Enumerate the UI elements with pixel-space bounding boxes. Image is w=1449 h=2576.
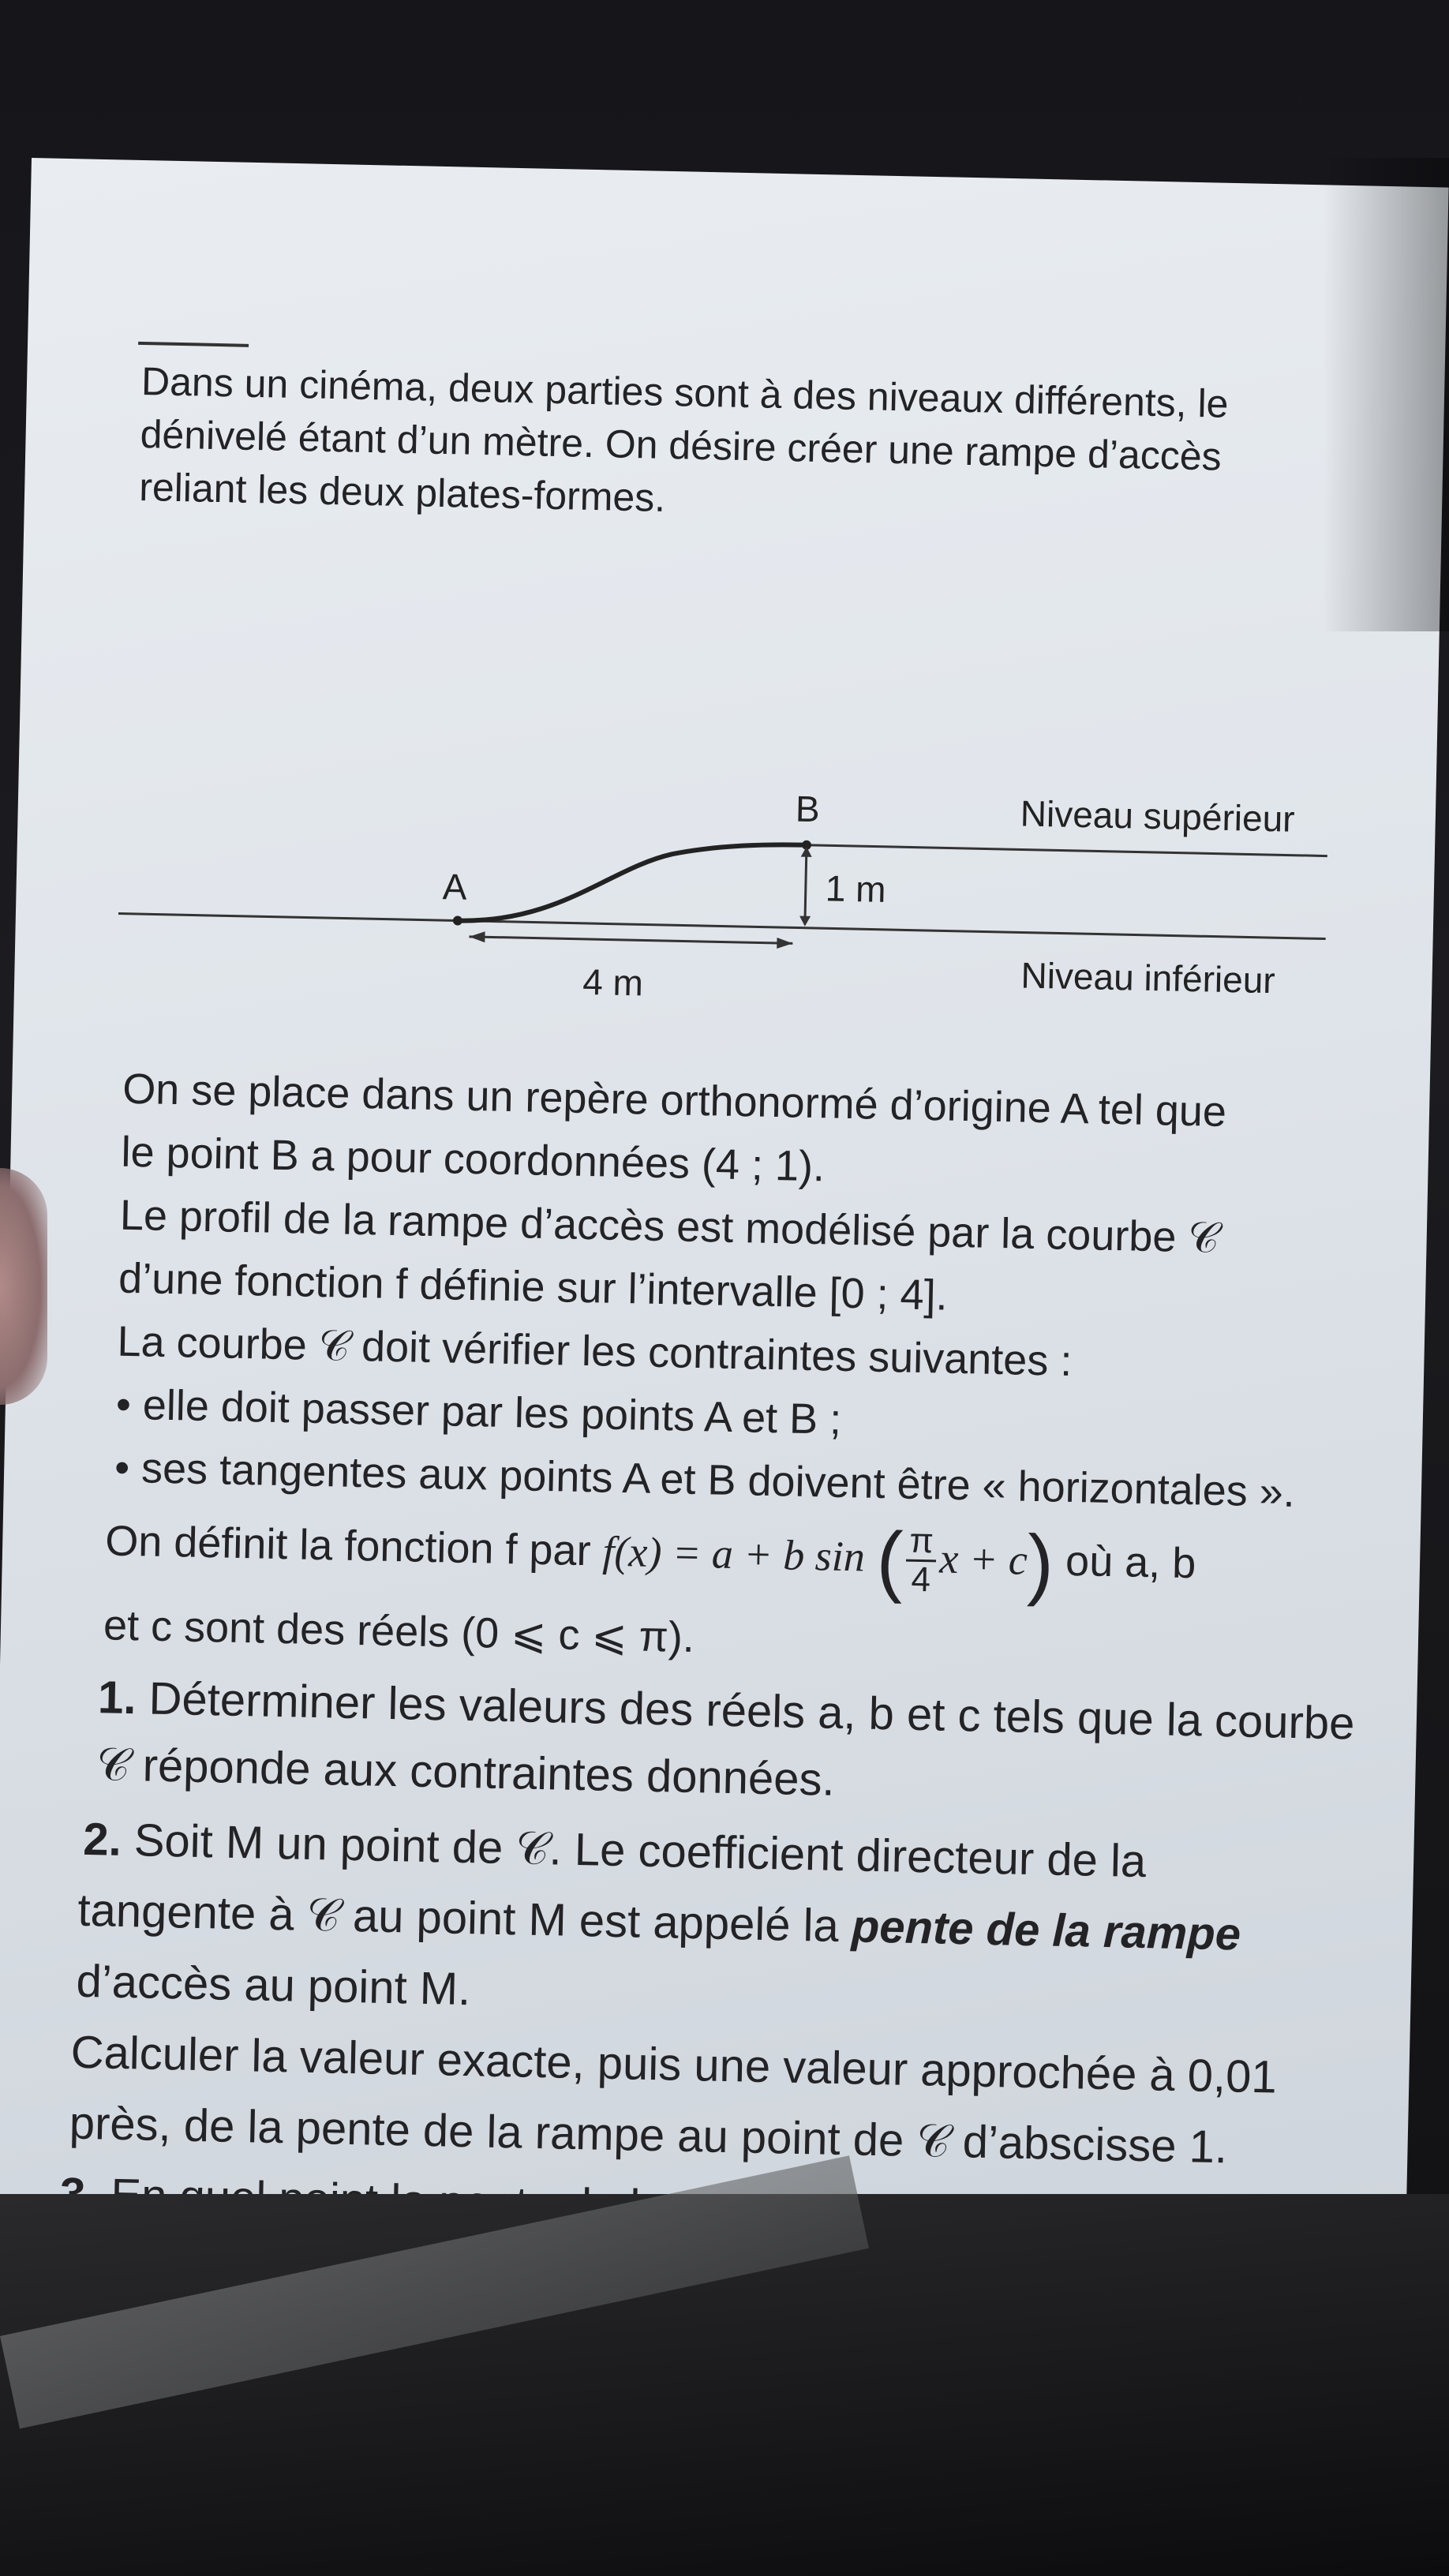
paren-close: ) (1026, 1518, 1055, 1608)
point-a-dot (453, 915, 462, 925)
question-2-line-5: près, de la pente de la rampe au point de 𝒞 d’abscisse 1. (69, 2097, 1228, 2174)
length-arrow-head-right (777, 938, 792, 949)
question-2-line-3: d’accès au point M. (75, 1955, 471, 2016)
intro-line-3: reliant les deux plates-formes. (138, 464, 666, 520)
question-2-line-4: Calculer la valeur exacte, puis une valeur approchée à 0,01 (70, 2026, 1278, 2103)
lower-level-left-line (118, 914, 489, 922)
label-upper-level: Niveau supérieur (1020, 792, 1296, 840)
body-line-1: On se place dans un repère orthonormé d’origine A tel que (122, 1065, 1227, 1136)
label-b: B (795, 788, 821, 830)
bullet-line-2: • ses tangentes aux points A et B doivent être « horizontales ». (114, 1443, 1296, 1516)
ramp-curve (458, 838, 807, 928)
formula-inside: x + c (938, 1534, 1028, 1584)
question-2-line-2 (77, 1884, 1241, 1960)
question-2-line-1 (82, 1813, 1147, 1888)
finger-holding-page (0, 1168, 47, 1405)
label-height: 1 m (825, 867, 887, 910)
length-arrow-head-left (469, 931, 485, 942)
lower-level-line (489, 921, 1326, 938)
height-arrow-head-down (799, 916, 811, 927)
question-2-number: 2. (82, 1813, 122, 1866)
textbook-page (0, 158, 1449, 2239)
definition-line-1 (104, 1493, 1197, 1614)
body-line-3: Le profil de la rampe d’accès est modélisé par la courbe 𝒞 (119, 1191, 1220, 1262)
bullet-line-1: • elle doit passer par les points A et B ; (115, 1380, 842, 1443)
height-arrow-head-up (801, 847, 812, 857)
formula-left: f(x) = a + b sin (601, 1527, 866, 1581)
question-2-line-2-text: tangente à 𝒞 au point M est appelé la (77, 1884, 852, 1953)
question-2-text: Soit M un point de 𝒞. Le coefficient directeur de la (133, 1814, 1147, 1888)
definition-before: On définit la fonction f par (104, 1517, 592, 1575)
label-lower-level: Niveau inférieur (1020, 954, 1276, 1002)
question-1-text: Déterminer les valeurs des réels a, b et c tels que la courbe (148, 1672, 1356, 1750)
slope-term: pente de la rampe (851, 1900, 1241, 1960)
upper-level-line (807, 845, 1327, 856)
question-1-line-2: 𝒞 réponde aux contraintes données. (95, 1739, 836, 1806)
question-1-line-1 (97, 1672, 1356, 1750)
pi-over-4-fraction (905, 1523, 937, 1599)
height-arrow (805, 853, 807, 920)
body-line-2: le point B a pour coordonnées (4 ; 1). (121, 1128, 826, 1191)
body-line-4: d’une fonction f définie sur l’intervalle [0 ; 4]. (118, 1254, 949, 1320)
label-length: 4 m (582, 960, 644, 1004)
label-a: A (442, 866, 468, 908)
intro-line-1: Dans un cinéma, deux parties sont à des niveaux différents, le (140, 358, 1230, 426)
body-line-5: La courbe 𝒞 doit vérifier les contraintes suivantes : (116, 1317, 1073, 1385)
paren-open: ( (875, 1515, 904, 1605)
intro-line-2: dénivelé étant d’un mètre. On désire créer une rampe d’accès (140, 411, 1222, 479)
ramp-diagram (116, 768, 1384, 1062)
section-rule (138, 342, 249, 347)
definition-after: où a, b (1065, 1537, 1196, 1588)
question-1-number: 1. (97, 1672, 137, 1724)
definition-line-2: et c sont des réels (0 ⩽ c ⩽ π). (103, 1601, 695, 1661)
fraction-numerator: π (906, 1523, 937, 1563)
length-arrow (469, 937, 792, 944)
fraction-denominator: 4 (910, 1559, 931, 1600)
page-corner-shadow (1323, 158, 1449, 631)
